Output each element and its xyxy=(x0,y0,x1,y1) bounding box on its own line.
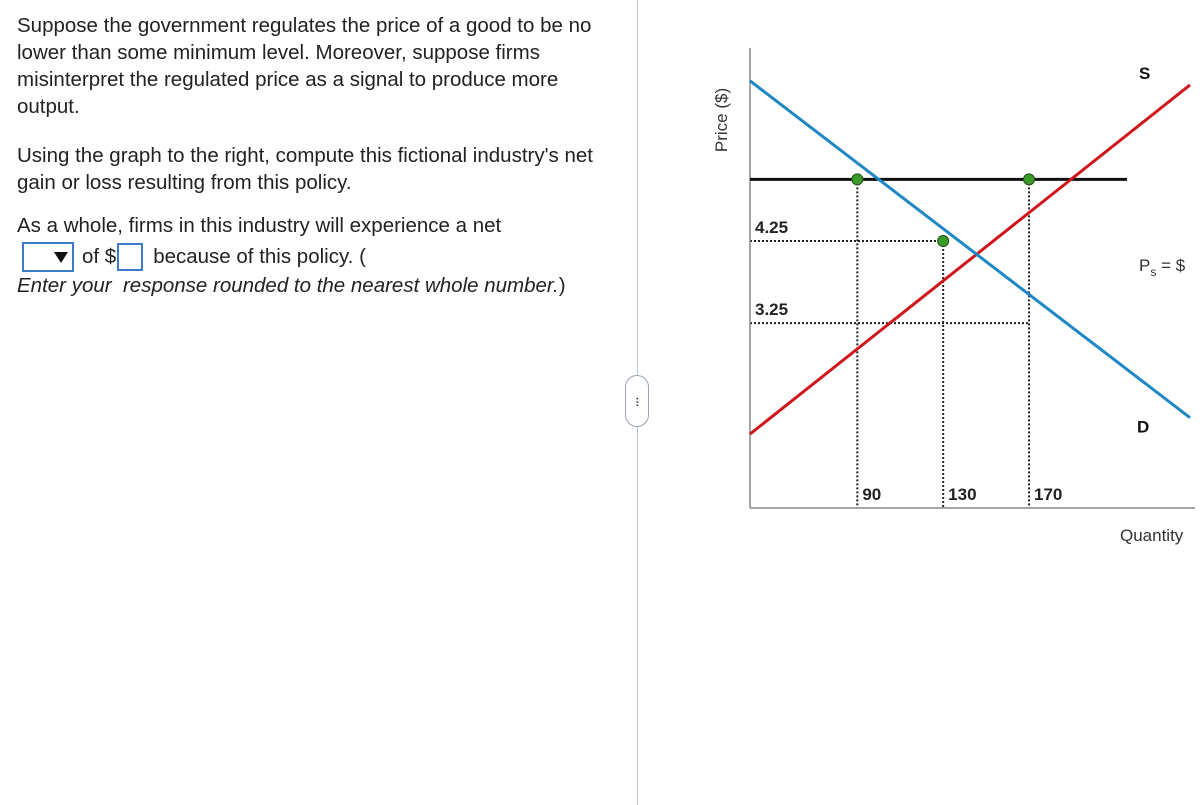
ps-letter: P xyxy=(1139,256,1151,275)
guide-lines-layer xyxy=(750,179,1029,508)
quantity-tick-label: 90 xyxy=(862,485,882,504)
svg-text:Ps = $ xyxy=(1139,256,1186,279)
price-floor-label xyxy=(1139,256,1186,279)
demand-curve-label: D xyxy=(1137,417,1150,437)
answer-intro: As a whole, firms in this industry will experience a net xyxy=(17,214,502,237)
price-tick-label: 3.25 xyxy=(755,300,789,320)
quantity-axis-label: Quantity xyxy=(1120,526,1184,545)
question-paragraph-2: Using the graph to the right, compute this fictional industry's net gain or loss resulting from this policy. xyxy=(17,144,593,194)
because-label: because of this policy. ( xyxy=(153,245,366,268)
tick-labels-layer xyxy=(755,218,1062,504)
equilibrium-point[interactable] xyxy=(938,236,949,247)
ps-subscript: s xyxy=(1150,265,1157,279)
demand-curve xyxy=(750,81,1190,418)
price-axis-label: Price ($) xyxy=(712,87,731,153)
of-dollar-label: of $ xyxy=(82,245,117,268)
quantity-tick-label: 170 xyxy=(1034,485,1063,504)
equilibrium-point[interactable] xyxy=(852,174,863,185)
ps-equals-dollar: = $ xyxy=(1156,256,1186,275)
question-paragraph-1: Suppose the government regulates the price of a good to be no lower than some minimum level. Moreover, suppose firms misinterpret the regulated price as a signal to produce more output. xyxy=(17,14,592,118)
points-layer xyxy=(852,174,1035,247)
supply-curve-label: S xyxy=(1139,63,1151,83)
quantity-tick-label: 130 xyxy=(948,485,977,504)
equilibrium-point[interactable] xyxy=(1024,174,1035,185)
close-paren: ) xyxy=(558,274,566,297)
curves-layer xyxy=(750,81,1190,434)
rounding-instruction: Enter your response rounded to the nearest whole number. xyxy=(17,274,559,297)
price-tick-label: 4.25 xyxy=(755,218,789,238)
more-icon: ··· xyxy=(629,396,646,406)
supply-curve xyxy=(750,85,1190,434)
